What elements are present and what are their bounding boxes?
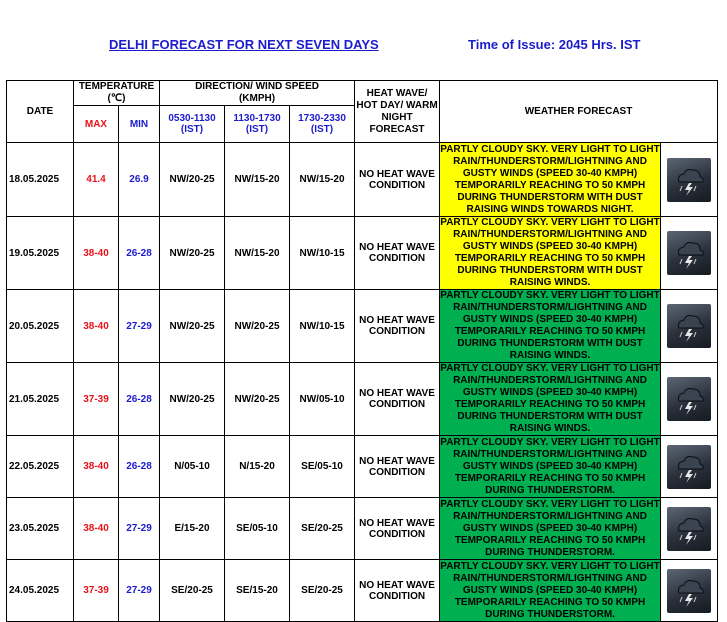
row-wind-slot-3: SE/20-25 bbox=[290, 498, 355, 560]
header-date: DATE bbox=[7, 81, 74, 143]
temperature-unit: (℃) bbox=[107, 93, 126, 104]
row-forecast-text: PARTLY CLOUDY SKY. VERY LIGHT TO LIGHT RAIN/THUNDERSTORM/LIGHTNING AND GUSTY WINDS (SPEED 30-40 KMPH) TEMPORARILY REACHING TO 50 KMPH DURING THUNDERSTORM. bbox=[440, 436, 660, 496]
row-icon-cell bbox=[661, 436, 718, 498]
row-wind-slot-2: NW/20-25 bbox=[225, 290, 290, 363]
thunderstorm-icon bbox=[667, 445, 711, 489]
row-wind-slot-2: NW/15-20 bbox=[225, 217, 290, 290]
page-title: DELHI FORECAST FOR NEXT SEVEN DAYS bbox=[109, 37, 379, 52]
thunderstorm-icon bbox=[667, 569, 711, 613]
row-wind-slot-2: NW/15-20 bbox=[225, 143, 290, 217]
row-wind-slot-1: NW/20-25 bbox=[160, 363, 225, 436]
row-min-temp: 27-29 bbox=[119, 560, 160, 622]
header-temperature bbox=[74, 81, 160, 106]
row-date: 23.05.2025 bbox=[7, 498, 74, 560]
row-wind-slot-2: N/15-20 bbox=[225, 436, 290, 498]
row-heat-wave: NO HEAT WAVE CONDITION bbox=[355, 436, 440, 498]
row-date: 22.05.2025 bbox=[7, 436, 74, 498]
header-heat-wave: HEAT WAVE/ HOT DAY/ WARM NIGHT FORECAST bbox=[355, 81, 440, 143]
header-min: MIN bbox=[119, 106, 160, 143]
row-wind-slot-3: NW/10-15 bbox=[290, 217, 355, 290]
row-icon-cell bbox=[661, 143, 718, 217]
row-wind-slot-1: E/15-20 bbox=[160, 498, 225, 560]
row-wind-slot-1: NW/20-25 bbox=[160, 143, 225, 217]
row-date: 24.05.2025 bbox=[7, 560, 74, 622]
temperature-label: TEMPERATURE bbox=[78, 81, 155, 92]
row-heat-wave: NO HEAT WAVE CONDITION bbox=[355, 363, 440, 436]
header-wind bbox=[160, 81, 355, 106]
row-wind-slot-2: SE/15-20 bbox=[225, 560, 290, 622]
slot-2-tz: (IST) bbox=[245, 124, 269, 135]
row-max-temp: 38-40 bbox=[74, 217, 119, 290]
row-max-temp: 38-40 bbox=[74, 498, 119, 560]
row-date: 18.05.2025 bbox=[7, 143, 74, 217]
row-wind-slot-3: NW/15-20 bbox=[290, 143, 355, 217]
row-icon-cell bbox=[661, 498, 718, 560]
row-heat-wave: NO HEAT WAVE CONDITION bbox=[355, 290, 440, 363]
row-wind-slot-1: SE/20-25 bbox=[160, 560, 225, 622]
forecast-row bbox=[7, 143, 718, 217]
row-icon-cell bbox=[661, 290, 718, 363]
row-min-temp: 26-28 bbox=[119, 436, 160, 498]
row-forecast-text: PARTLY CLOUDY SKY. VERY LIGHT TO LIGHT RAIN/THUNDERSTORM/LIGHTNING AND GUSTY WINDS (SPEED 30-40 KMPH) TEMPORARILY REACHING TO 50 KMPH DURING THUNDERSTORM WITH DUST RAISING WINDS. bbox=[440, 217, 660, 288]
slot-3-time: 1730-2330 bbox=[298, 113, 346, 124]
row-max-temp: 41.4 bbox=[74, 143, 119, 217]
thunderstorm-icon bbox=[667, 304, 711, 348]
header-max: MAX bbox=[74, 106, 119, 143]
row-forecast-text: PARTLY CLOUDY SKY. VERY LIGHT TO LIGHT RAIN/THUNDERSTORM/LIGHTNING AND GUSTY WINDS (SPEED 30-40 KMPH) TEMPORARILY REACHING TO 50 KMPH DURING THUNDERSTORM WITH DUST RAISING WINDS TOWARDS NIGHT. bbox=[440, 143, 660, 215]
row-min-temp: 26.9 bbox=[119, 143, 160, 217]
row-forecast-text: PARTLY CLOUDY SKY. VERY LIGHT TO LIGHT RAIN/THUNDERSTORM/LIGHTNING AND GUSTY WINDS (SPEED 30-40 KMPH) TEMPORARILY REACHING TO 50 KMPH DURING THUNDERSTORM WITH DUST RAISING WINDS. bbox=[440, 290, 660, 361]
row-wind-slot-1: NW/20-25 bbox=[160, 217, 225, 290]
row-max-temp: 38-40 bbox=[74, 290, 119, 363]
header-slot-1 bbox=[160, 106, 225, 143]
row-min-temp: 26-28 bbox=[119, 363, 160, 436]
row-wind-slot-3: NW/10-15 bbox=[290, 290, 355, 363]
row-icon-cell bbox=[661, 363, 718, 436]
row-wind-slot-1: N/05-10 bbox=[160, 436, 225, 498]
row-max-temp: 38-40 bbox=[74, 436, 119, 498]
wind-label: DIRECTION/ WIND SPEED bbox=[195, 81, 319, 92]
row-forecast-text: PARTLY CLOUDY SKY. VERY LIGHT TO LIGHT RAIN/THUNDERSTORM/LIGHTNING AND GUSTY WINDS (SPEED 30-40 KMPH) TEMPORARILY REACHING TO 50 KMPH DURING THUNDERSTORM. bbox=[440, 560, 660, 620]
slot-3-tz: (IST) bbox=[310, 124, 334, 135]
slot-2-time: 1130-1730 bbox=[233, 113, 281, 124]
slot-1-tz: (IST) bbox=[180, 124, 204, 135]
row-min-temp: 27-29 bbox=[119, 498, 160, 560]
row-min-temp: 26-28 bbox=[119, 217, 160, 290]
row-forecast-text: PARTLY CLOUDY SKY. VERY LIGHT TO LIGHT RAIN/THUNDERSTORM/LIGHTNING AND GUSTY WINDS (SPEED 30-40 KMPH) TEMPORARILY REACHING TO 50 KMPH DURING THUNDERSTORM. bbox=[440, 498, 660, 558]
thunderstorm-icon bbox=[667, 231, 711, 275]
row-date: 21.05.2025 bbox=[7, 363, 74, 436]
row-heat-wave: NO HEAT WAVE CONDITION bbox=[355, 143, 440, 217]
forecast-row bbox=[7, 498, 718, 560]
forecast-row bbox=[7, 290, 718, 363]
wind-unit: (KMPH) bbox=[238, 93, 276, 104]
row-max-temp: 37-39 bbox=[74, 363, 119, 436]
forecast-table bbox=[6, 80, 718, 622]
row-wind-slot-3: NW/05-10 bbox=[290, 363, 355, 436]
header-slot-3 bbox=[290, 106, 355, 143]
row-wind-slot-2: SE/05-10 bbox=[225, 498, 290, 560]
issue-time: Time of Issue: 2045 Hrs. IST bbox=[468, 37, 641, 52]
row-wind-slot-2: NW/20-25 bbox=[225, 363, 290, 436]
forecast-row bbox=[7, 560, 718, 622]
row-heat-wave: NO HEAT WAVE CONDITION bbox=[355, 560, 440, 622]
row-date: 19.05.2025 bbox=[7, 217, 74, 290]
row-wind-slot-1: NW/20-25 bbox=[160, 290, 225, 363]
thunderstorm-icon bbox=[667, 158, 711, 202]
forecast-row bbox=[7, 363, 718, 436]
row-icon-cell bbox=[661, 217, 718, 290]
row-max-temp: 37-39 bbox=[74, 560, 119, 622]
row-wind-slot-3: SE/05-10 bbox=[290, 436, 355, 498]
header-weather-forecast: WEATHER FORECAST bbox=[440, 81, 718, 143]
row-min-temp: 27-29 bbox=[119, 290, 160, 363]
slot-1-time: 0530-1130 bbox=[168, 113, 216, 124]
forecast-row bbox=[7, 217, 718, 290]
thunderstorm-icon bbox=[667, 377, 711, 421]
row-icon-cell bbox=[661, 560, 718, 622]
row-heat-wave: NO HEAT WAVE CONDITION bbox=[355, 498, 440, 560]
header-slot-2 bbox=[225, 106, 290, 143]
row-date: 20.05.2025 bbox=[7, 290, 74, 363]
row-heat-wave: NO HEAT WAVE CONDITION bbox=[355, 217, 440, 290]
row-forecast-text: PARTLY CLOUDY SKY. VERY LIGHT TO LIGHT RAIN/THUNDERSTORM/LIGHTNING AND GUSTY WINDS (SPEED 30-40 KMPH) TEMPORARILY REACHING TO 50 KMPH DURING THUNDERSTORM WITH DUST RAISING WINDS. bbox=[440, 363, 660, 434]
thunderstorm-icon bbox=[667, 507, 711, 551]
forecast-row bbox=[7, 436, 718, 498]
row-wind-slot-3: SE/20-25 bbox=[290, 560, 355, 622]
